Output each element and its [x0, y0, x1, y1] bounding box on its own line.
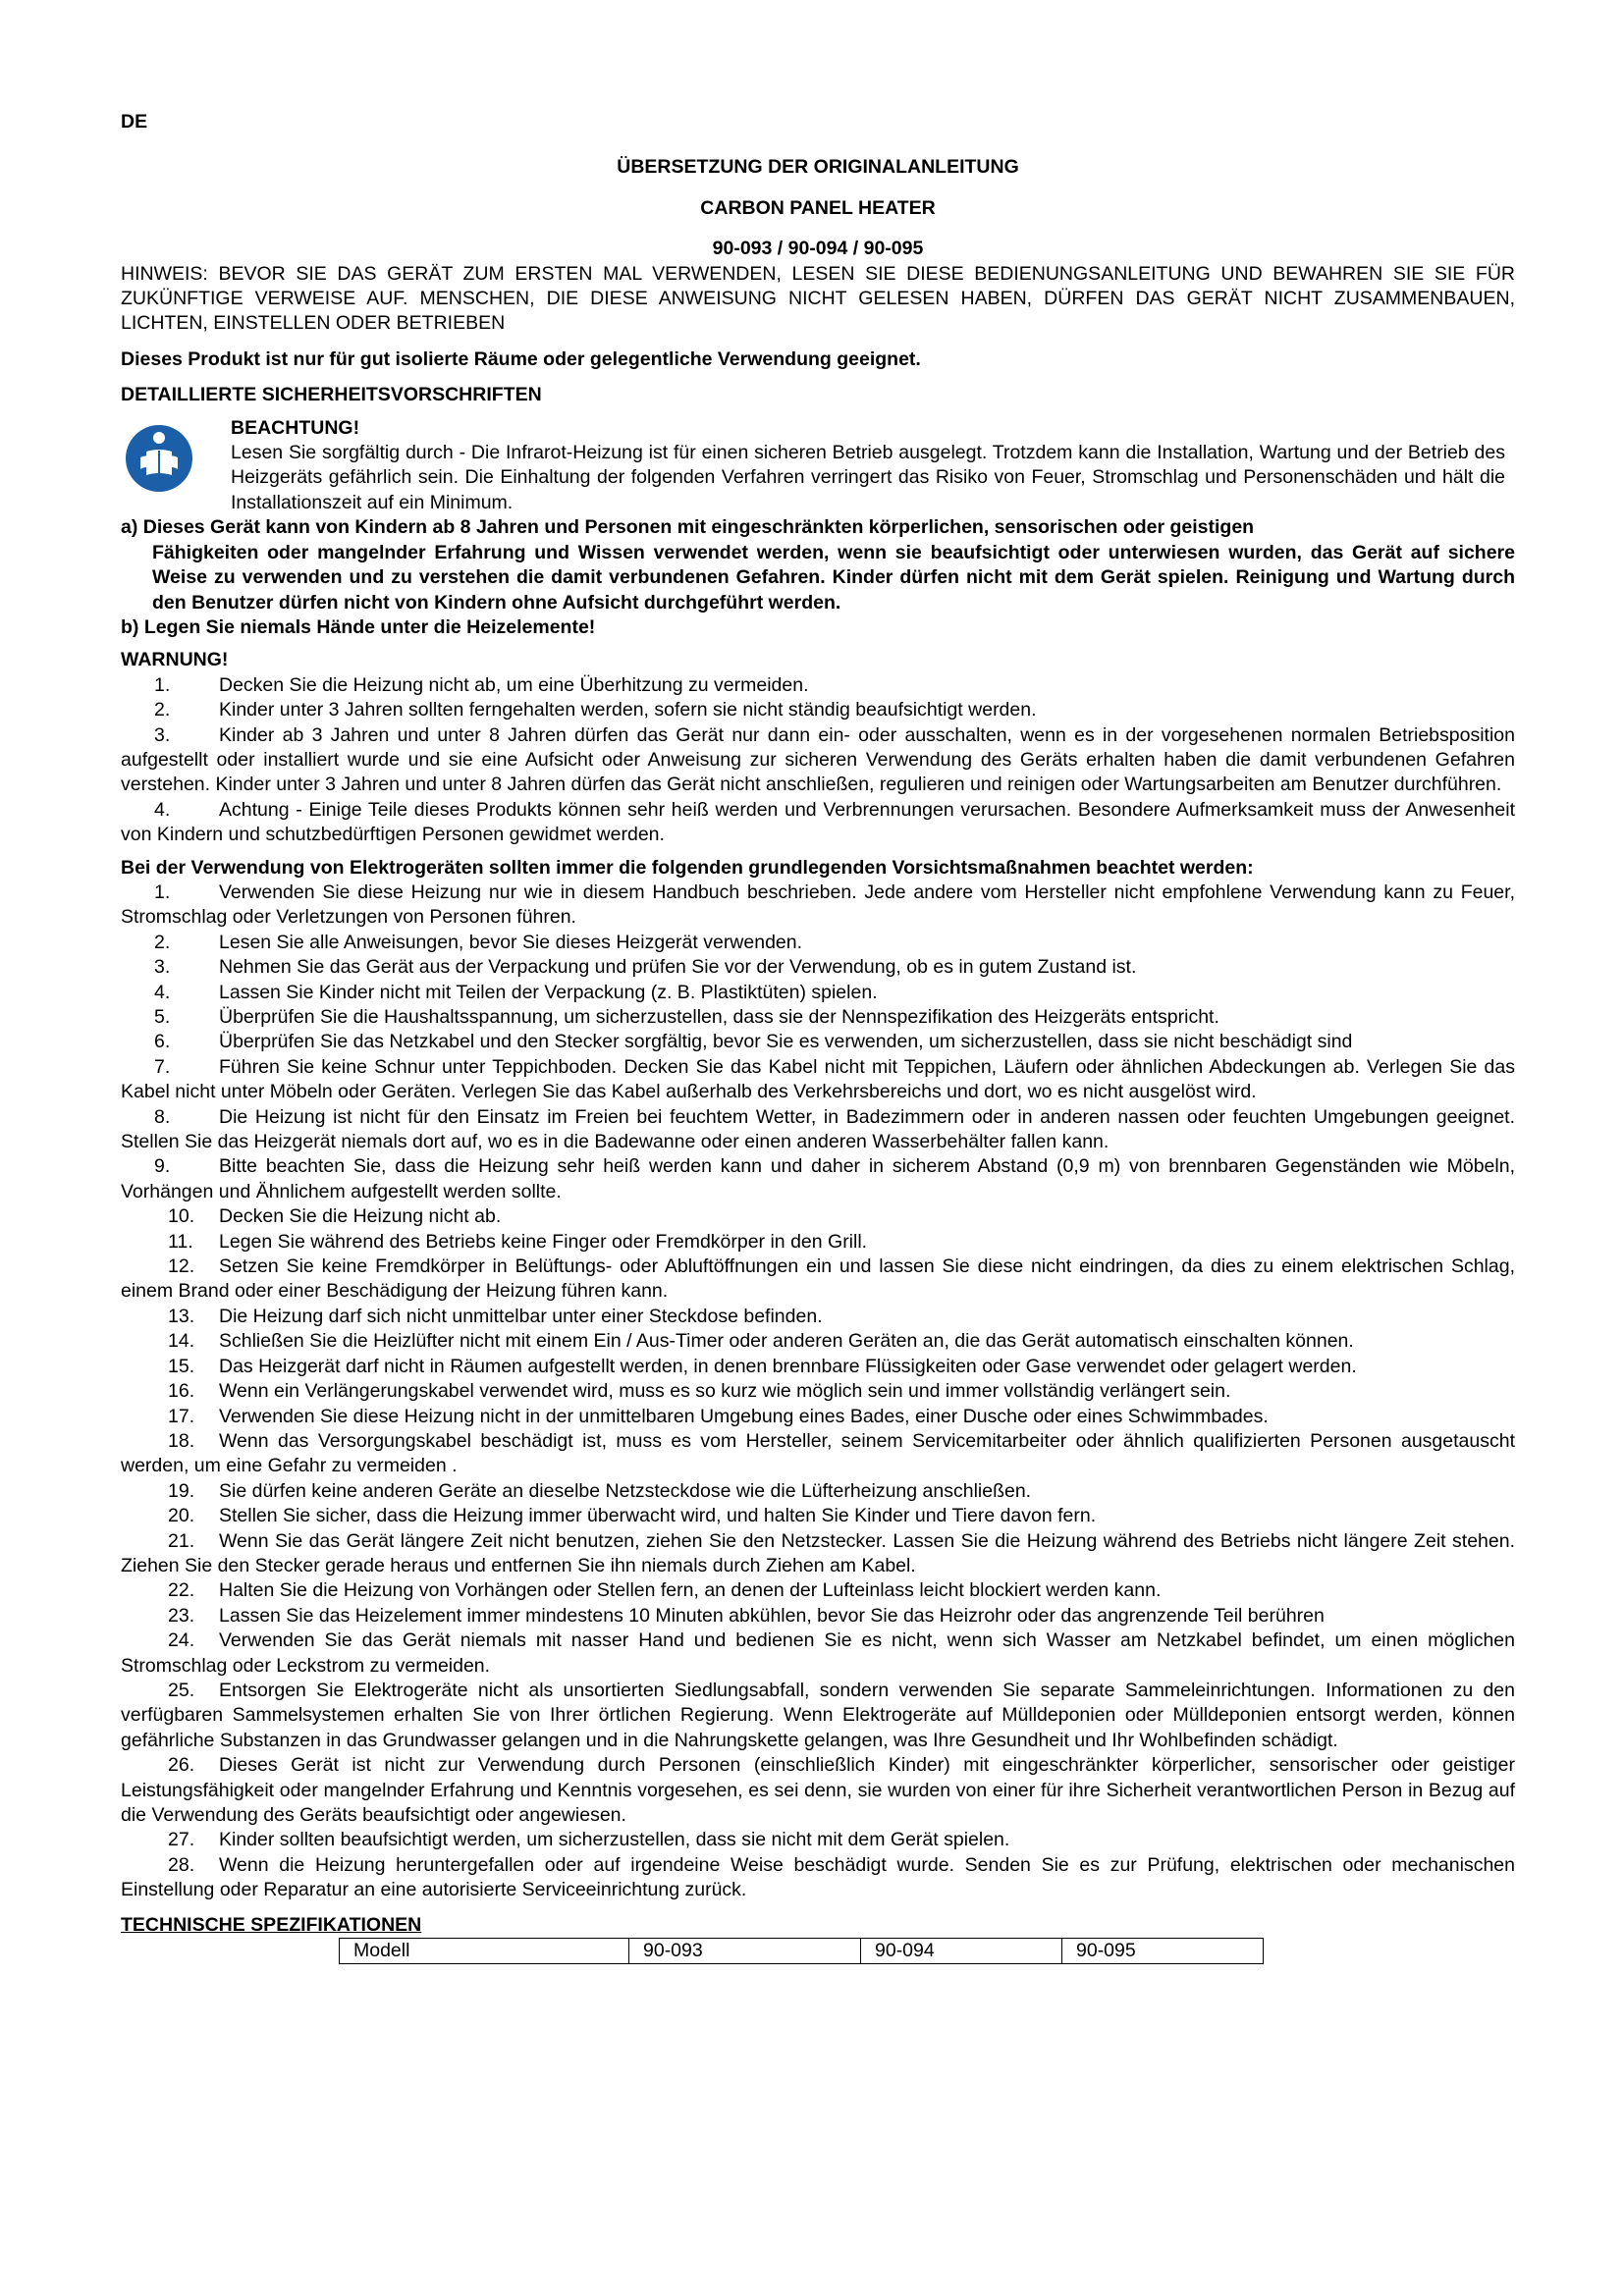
list-item-number: 8.	[154, 1105, 171, 1128]
list-item-text: Kinder sollten beaufsichtigt werden, um sicherzustellen, dass sie nicht mit dem Gerät spielen.	[219, 1829, 1010, 1851]
list-item-number: 6.	[154, 1031, 171, 1053]
precaution-item	[121, 1479, 1515, 1504]
read-manual-icon	[125, 424, 193, 493]
warning-item	[121, 698, 1515, 722]
list-item-number: 7.	[154, 1055, 171, 1078]
list-item-number: 4.	[154, 981, 171, 1003]
list-item-text: Verwenden Sie diese Heizung nicht in der unmittelbaren Umgebung eines Bades, einer Dusche oder eines Schwimmbades.	[219, 1405, 1269, 1427]
list-item-number: 28.	[168, 1853, 195, 1876]
list-item-number: 9.	[154, 1155, 171, 1178]
list-item-number: 3.	[154, 723, 171, 746]
language-code: DE	[121, 111, 148, 133]
precaution-item	[121, 1529, 1515, 1579]
spec-table	[339, 1938, 1264, 1964]
warning-item	[121, 723, 1515, 798]
list-item-number: 11.	[168, 1230, 193, 1253]
precaution-item	[121, 1604, 1515, 1629]
warning-item	[121, 798, 1515, 848]
precaution-item	[121, 1429, 1515, 1479]
model-numbers: 90-093 / 90-094 / 90-095	[712, 238, 924, 260]
point-a	[121, 515, 1515, 615]
precaution-item	[121, 1329, 1515, 1354]
list-item-number: 4.	[154, 798, 171, 821]
list-item-text: Dieses Gerät ist nicht zur Verwendung durch Personen (einschließlich Kinder) mit eingeschränkter körperlicher, sensorischer oder geistiger Leistungsfähigkeit oder mangelnder Erfahrung und Kenntnis vorgesehen, es sei denn, sie wurden von einer für ihre Sicherheit verantwortlichen Person in Bezug auf die Verwendung des Geräts beaufsichtigt oder angewiesen.	[121, 1754, 1515, 1826]
precaution-item	[121, 1255, 1515, 1305]
list-item-text: Stellen Sie sicher, dass die Heizung immer überwacht wird, und halten Sie Kinder und Tiere davon fern.	[219, 1505, 1097, 1527]
list-item-text: Überprüfen Sie die Haushaltsspannung, um sicherzustellen, dass sie der Nennspezifikation des Heizgeräts entspricht.	[219, 1006, 1219, 1028]
precaution-item	[121, 1305, 1515, 1329]
list-item-number: 12.	[168, 1255, 195, 1278]
warning-title: WARNUNG!	[121, 649, 229, 671]
list-item-number: 15.	[168, 1355, 195, 1377]
document-title: ÜBERSETZUNG DER ORIGINALANLEITUNG	[617, 156, 1019, 179]
list-item-text: Decken Sie die Heizung nicht ab.	[219, 1205, 502, 1228]
precaution-item	[121, 1578, 1515, 1603]
warning-list	[121, 673, 1515, 848]
list-item-number: 21.	[168, 1529, 195, 1552]
precaution-item	[121, 955, 1515, 980]
precaution-item	[121, 1005, 1515, 1030]
precaution-item	[121, 1853, 1515, 1903]
caution-title: BEACHTUNG!	[231, 416, 360, 439]
point-a-rest: Fähigkeiten oder mangelnder Erfahrung und Wissen verwendet werden, wenn sie beaufsichtigt oder unterwiesen wurden, das Gerät auf sichere Weise zu verwenden und zu verstehen die damit verbundenen Gefahren. Kinder dürfen nicht mit dem Gerät spielen. Reinigung und Wartung durch den Benutzer dürfen nicht von Kindern ohne Aufsicht durchgeführt werden.	[152, 541, 1515, 614]
precaution-item	[121, 1828, 1515, 1852]
precaution-item	[121, 981, 1515, 1005]
list-item-text: Lassen Sie Kinder nicht mit Teilen der Verpackung (z. B. Plastiktüten) spielen.	[219, 981, 878, 1003]
precaution-item	[121, 1055, 1515, 1105]
spec-header-cell: 90-095	[1062, 1939, 1264, 1964]
list-item-number: 14.	[168, 1330, 195, 1353]
list-item-text: Halten Sie die Heizung von Vorhängen oder Stellen fern, an denen der Lufteinlass leicht blockiert werden kann.	[219, 1579, 1162, 1602]
document-page	[121, 110, 1515, 1964]
caution-block	[121, 416, 1515, 516]
list-item-text: Wenn Sie das Gerät längere Zeit nicht benutzen, ziehen Sie den Netzstecker. Lassen Sie die Heizung während des Betriebs nicht längere Zeit stehen. Ziehen Sie den Stecker gerade heraus und entfernen Sie ihn niemals durch Ziehen am Kabel.	[121, 1529, 1515, 1576]
precaution-item	[121, 931, 1515, 955]
list-item-number: 2.	[154, 931, 171, 953]
spec-header-cell: Modell	[340, 1939, 629, 1964]
precaution-item	[121, 1230, 1515, 1255]
point-b: b) Legen Sie niemals Hände unter die Heizelemente!	[121, 615, 596, 638]
list-item-number: 1.	[154, 881, 171, 903]
list-item-text: Führen Sie keine Schnur unter Teppichboden. Decken Sie das Kabel nicht mit Teppichen, Läufern oder ähnlichen Abdeckungen ab. Verlegen Sie das Kabel nicht unter Möbeln oder Geräten. Verlegen Sie das Kabel außerhalb des Verkehrsbereichs und dort, wo es nicht ausgelöst wird.	[121, 1055, 1515, 1103]
list-item-text: Setzen Sie keine Fremdkörper in Belüftungs- oder Abluftöffnungen ein und lassen Sie diese nicht eindringen, da dies zu einem elektrischen Schlag, einem Brand oder einer Beschädigung der Heizung führen kann.	[121, 1255, 1515, 1303]
precaution-item	[121, 1405, 1515, 1429]
caution-text: Lesen Sie sorgfältig durch - Die Infrarot-Heizung ist für einen sicheren Betrieb ausgelegt. Trotzdem kann die Installation, Wartung und der Betrieb des Heizgeräts gefährlich sein. Die Einhaltung der folgenden Verfahren verringert das Risiko von Feuer, Stromschlag und Personenschäden und hält die Installationszeit auf ein Minimum.	[231, 442, 1505, 513]
list-item-text: Bitte beachten Sie, dass die Heizung sehr heiß werden kann und daher in sicherem Abstand (0,9 m) von brennbaren Gegenständen wie Möbeln, Vorhängen und Ähnlichem aufgestellt werden sollte.	[121, 1155, 1515, 1202]
list-item-text: Lassen Sie das Heizelement immer mindestens 10 Minuten abkühlen, bevor Sie das Heizrohr oder das angrenzende Teil berühren	[219, 1604, 1325, 1627]
spec-header-cell: 90-093	[629, 1939, 861, 1964]
list-item-text: Die Heizung ist nicht für den Einsatz im Freien bei feuchtem Wetter, in Badezimmern oder in anderen nassen oder feuchten Umgebungen geeignet. Stellen Sie das Heizgerät niemals dort auf, wo es in die Badewanne oder einen anderen Wasserbehälter fallen kann.	[121, 1105, 1515, 1153]
list-item-number: 17.	[168, 1405, 195, 1427]
list-item-number: 16.	[168, 1380, 195, 1403]
spec-header-cell: 90-094	[861, 1939, 1062, 1964]
warning-item	[121, 673, 1515, 698]
list-item-text: Wenn ein Verlängerungskabel verwendet wird, muss es so kurz wie möglich sein und immer vollständig verlängert sein.	[219, 1380, 1231, 1403]
precautions-title: Bei der Verwendung von Elektrogeräten sollten immer die folgenden grundlegenden Vorsichtsmaßnahmen beachtet werden:	[121, 856, 1254, 879]
list-item-text: Das Heizgerät darf nicht in Räumen aufgestellt werden, in denen brennbare Flüssigkeiten oder Gase verwendet oder gelagert werden.	[219, 1355, 1357, 1377]
list-item-text: Lesen Sie alle Anweisungen, bevor Sie dieses Heizgerät verwenden.	[219, 931, 803, 953]
precaution-item	[121, 1154, 1515, 1204]
list-item-number: 27.	[168, 1829, 195, 1851]
list-item-text: Wenn das Versorgungskabel beschädigt ist, muss es vom Hersteller, seinem Servicemitarbeiter oder ähnlich qualifizierten Personen ausgetauscht werden, um eine Gefahr zu vermeiden .	[121, 1429, 1515, 1477]
intro-statement: Dieses Produkt ist nur für gut isolierte Räume oder gelegentliche Verwendung geeignet.	[121, 347, 921, 370]
list-item-number: 10.	[168, 1205, 195, 1228]
spec-table-header-row	[340, 1939, 1264, 1964]
precaution-item	[121, 1629, 1515, 1679]
notice-paragraph: HINWEIS: BEVOR SIE DAS GERÄT ZUM ERSTEN MAL VERWENDEN, LESEN SIE DIESE BEDIENUNGSANLEITUNG UND BEWAHREN SIE SIE FÜR ZUKÜNFTIGE VERWEISE AUF. MENSCHEN, DIE DIESE ANWEISUNG NICHT GELESEN HABEN, DÜRFEN DAS GERÄT NICHT ZUSAMMENBAUEN, LICHTEN, EINSTELLEN ODER BETRIEBEN	[121, 262, 1515, 335]
list-item-text: Nehmen Sie das Gerät aus der Verpackung und prüfen Sie vor der Verwendung, ob es in gutem Zustand ist.	[219, 956, 1137, 979]
precaution-item	[121, 1504, 1515, 1528]
list-item-number: 19.	[168, 1479, 195, 1502]
precaution-item	[121, 1679, 1515, 1753]
list-item-text: Wenn die Heizung heruntergefallen oder auf irgendeine Weise beschädigt wurde. Senden Sie es zur Prüfung, elektrischen oder mechanischen Einstellung oder Reparatur an eine autorisierte Serviceeinrichtung zurück.	[121, 1853, 1515, 1901]
precaution-item	[121, 1753, 1515, 1828]
list-item-text: Die Heizung darf sich nicht unmittelbar unter einer Steckdose befinden.	[219, 1305, 823, 1327]
list-item-number: 3.	[154, 956, 171, 979]
list-item-text: Schließen Sie die Heizlüfter nicht mit einem Ein / Aus-Timer oder anderen Geräten an, die das Gerät automatisch einschalten können.	[219, 1330, 1354, 1353]
list-item-text: Verwenden Sie das Gerät niemals mit nasser Hand und bedienen Sie es nicht, wenn sich Wasser am Netzkabel befindet, um einen möglichen Stromschlag oder Leckstrom zu vermeiden.	[121, 1629, 1515, 1677]
product-name: CARBON PANEL HEATER	[700, 196, 936, 219]
list-item-number: 1.	[154, 673, 171, 696]
precaution-item	[121, 1105, 1515, 1155]
precaution-list	[121, 881, 1515, 1903]
technical-specifications-heading: TECHNISCHE SPEZIFIKATIONEN	[121, 1913, 422, 1936]
precaution-item	[121, 1030, 1515, 1054]
list-item-number: 2.	[154, 699, 171, 721]
list-item-text: Kinder unter 3 Jahren sollten ferngehalten werden, sofern sie nicht ständig beaufsichtigt werden.	[219, 699, 1037, 721]
point-a-first-line: a) Dieses Gerät kann von Kindern ab 8 Jahren und Personen mit eingeschränkten körperlichen, sensorischen oder geistigen	[121, 516, 1255, 539]
list-item-number: 20.	[168, 1505, 195, 1527]
list-item-text: Achtung - Einige Teile dieses Produkts können sehr heiß werden und Verbrennungen verursachen. Besondere Aufmerksamkeit muss der Anwesenheit von Kindern und schutzbedürftigen Personen gewidmet werden.	[121, 798, 1515, 846]
precaution-item	[121, 1355, 1515, 1379]
list-item-number: 24.	[168, 1629, 195, 1652]
list-item-text: Sie dürfen keine anderen Geräte an dieselbe Netzsteckdose wie die Lüfterheizung anschließen.	[219, 1479, 1032, 1502]
list-item-number: 5.	[154, 1006, 171, 1028]
list-item-text: Kinder ab 3 Jahren und unter 8 Jahren dürfen das Gerät nur dann ein- oder ausschalten, wenn es in der vorgesehenen normalen Betriebsposition aufgestellt oder installiert wurde und sie eine Aufsicht oder Anweisung zur sicheren Verwendung des Geräts erhalten haben die damit verbundenen Gefahren verstehen. Kinder unter 3 Jahren und unter 8 Jahren dürfen das Gerät nicht anschließen, regulieren und reinigen oder Wartungsarbeiten am Benutzer durchführen.	[121, 723, 1515, 796]
list-item-number: 18.	[168, 1429, 195, 1452]
list-item-number: 26.	[168, 1754, 195, 1777]
list-item-text: Entsorgen Sie Elektrogeräte nicht als unsortierten Siedlungsabfall, sondern verwenden Sie separate Sammeleinrichtungen. Informationen zu den verfügbaren Sammelsystemen erhalten Sie von Ihrer örtlichen Regierung. Wenn Elektrogeräte auf Mülldeponien oder Mülldeponien entsorgt werden, können gefährliche Substanzen in das Grundwasser gelangen und in die Nahrungskette gelangen, was Ihre Gesundheit und Ihr Wohlbefinden schädigt.	[121, 1679, 1515, 1751]
safety-heading: DETAILLIERTE SICHERHEITSVORSCHRIFTEN	[121, 384, 542, 406]
list-item-number: 25.	[168, 1679, 195, 1701]
precaution-item	[121, 1204, 1515, 1229]
precaution-item	[121, 881, 1515, 931]
list-item-number: 23.	[168, 1604, 195, 1627]
precaution-item	[121, 1379, 1515, 1404]
list-item-text: Decken Sie die Heizung nicht ab, um eine Überhitzung zu vermeiden.	[219, 673, 809, 696]
list-item-number: 22.	[168, 1579, 195, 1602]
list-item-text: Legen Sie während des Betriebs keine Finger oder Fremdkörper in den Grill.	[219, 1230, 868, 1253]
list-item-number: 13.	[168, 1305, 195, 1327]
list-item-text: Überprüfen Sie das Netzkabel und den Stecker sorgfältig, bevor Sie es verwenden, um sicherzustellen, dass sie nicht beschädigt sind	[219, 1031, 1353, 1053]
list-item-text: Verwenden Sie diese Heizung nur wie in diesem Handbuch beschrieben. Jede andere vom Hersteller nicht empfohlene Verwendung kann zu Feuer, Stromschlag oder Verletzungen von Personen führen.	[121, 881, 1515, 929]
